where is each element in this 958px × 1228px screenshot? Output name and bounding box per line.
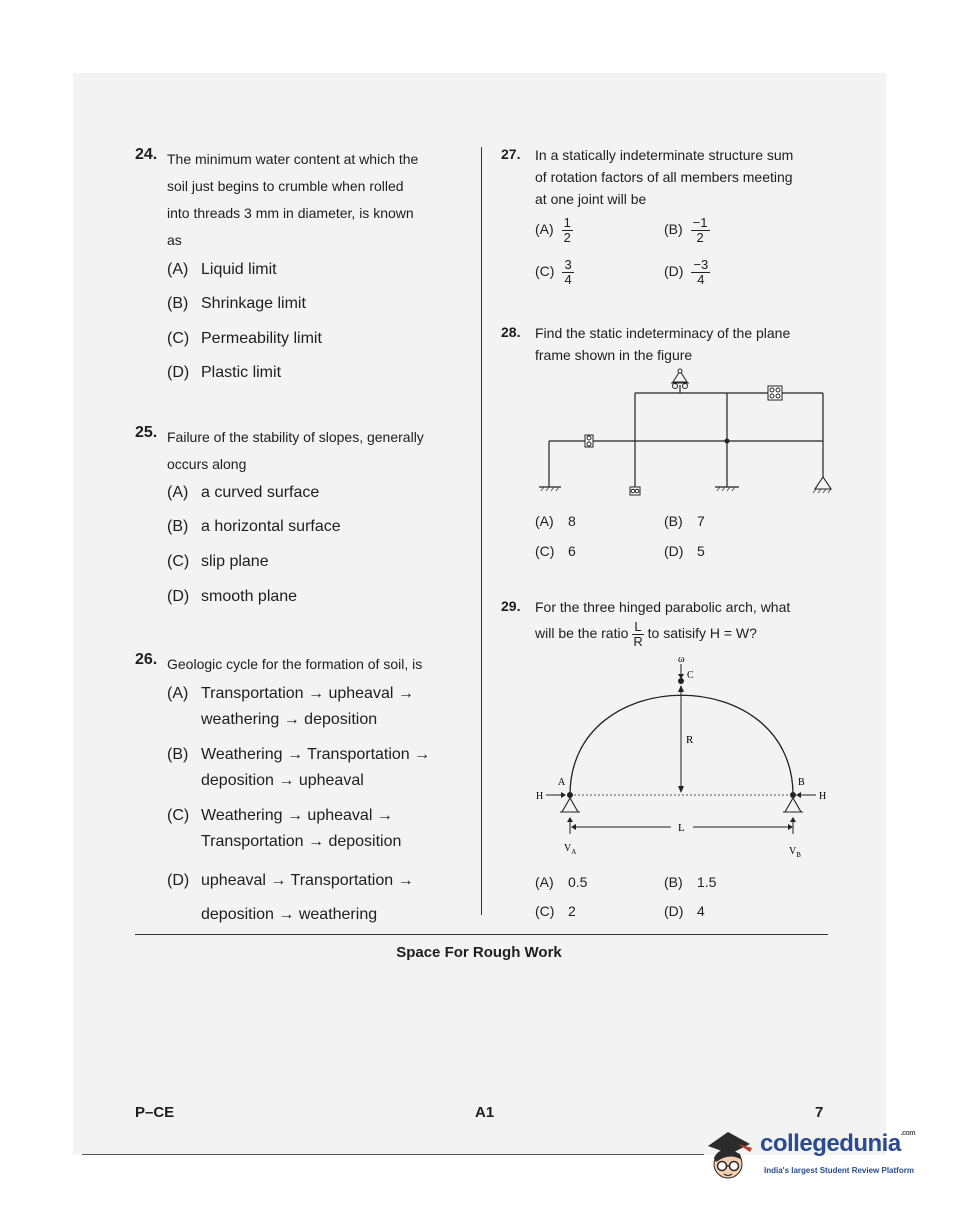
plane-frame-figure — [535, 365, 835, 500]
rigid-joint — [725, 439, 730, 444]
option-d[interactable]: (D) Plastic limit — [167, 364, 282, 381]
option-d[interactable]: (D) $\frac{-3}{4}$ — [664, 257, 709, 287]
option-a[interactable]: (A) Liquid limit — [167, 261, 277, 278]
thrust-left-label: H — [536, 791, 544, 802]
load-label: ω — [678, 654, 685, 665]
roller-support-icon — [630, 487, 640, 495]
question-number: 27. — [501, 146, 521, 162]
question-number: 28. — [501, 324, 521, 340]
mascot-icon — [700, 1124, 756, 1188]
column-divider — [481, 147, 482, 915]
question-number: 24. — [135, 146, 158, 163]
option-a[interactable]: (A) Transportation → upheaval → weathering → deposition — [167, 685, 414, 728]
option-a[interactable]: (A) $\frac{1}{2}$ — [535, 215, 571, 245]
thrust-right-label: H — [819, 791, 827, 802]
section-divider — [135, 934, 828, 935]
left-support-icon — [560, 798, 580, 812]
question-text: For the three hinged parabolic arch, what will be the ratio $\frac{L}{R}$ to satisify H = W? — [535, 599, 791, 649]
option-c[interactable]: (C) $\frac{3}{4}$ — [535, 257, 572, 287]
option-c[interactable]: (C) Weathering → upheaval → Transportation → deposition — [167, 807, 402, 850]
option-c[interactable]: (C) slip plane — [167, 553, 269, 570]
brand-tagline: India's largest Student Review Platform — [764, 1166, 914, 1175]
option-c[interactable]: (C) Permeability limit — [167, 330, 322, 347]
question-number: 25. — [135, 424, 158, 441]
collegedunia-logo — [700, 1122, 940, 1192]
page-number: 7 — [815, 1104, 824, 1121]
right-support-icon — [783, 798, 803, 812]
option-b[interactable]: (B) a horizontal surface — [167, 518, 341, 535]
option-a[interactable]: (A) 0.5 — [535, 874, 588, 890]
option-b[interactable]: (B) $\frac{-1}{2}$ — [664, 215, 708, 245]
question-text: In a statically indeterminate structure sum of rotation factors of all members meeting at one joint will be — [535, 147, 794, 207]
support-b-label: B — [798, 777, 805, 788]
paper-code: P–CE — [135, 1104, 175, 1121]
crown-label: C — [687, 670, 694, 681]
question-text: Failure of the stability of slopes, generally occurs along — [167, 429, 424, 472]
question-text: The minimum water content at which the soil just begins to crumble when rolled into threads 3 mm in diameter, is known as — [167, 151, 419, 248]
option-b[interactable]: (B) Shrinkage limit — [167, 295, 306, 312]
option-d[interactable]: (D) 4 — [664, 903, 705, 919]
option-b[interactable]: (B) Weathering → Transportation → deposition → upheaval — [167, 746, 431, 789]
option-b[interactable]: (B) 7 — [664, 513, 705, 529]
option-d[interactable]: (D) smooth plane — [167, 588, 298, 605]
option-d[interactable]: (D) 5 — [664, 543, 705, 559]
option-b[interactable]: (B) 1.5 — [664, 874, 717, 890]
question-number: 26. — [135, 651, 158, 668]
rough-work-heading: Space For Rough Work — [396, 944, 562, 961]
support-a-label: A — [558, 777, 566, 788]
internal-link-icon — [585, 386, 782, 447]
question-text: Find the static indeterminacy of the plane frame shown in the figure — [535, 325, 791, 363]
rise-label: R — [686, 734, 694, 746]
question-text: Geologic cycle for the formation of soil, is — [167, 656, 423, 672]
option-a[interactable]: (A) a curved surface — [167, 484, 320, 501]
reaction-b-label: $V_B$ — [789, 846, 801, 859]
option-d[interactable]: (D) upheaval → Transportation → deposition → weathering — [167, 872, 414, 923]
booklet-series: A1 — [475, 1104, 495, 1121]
option-c[interactable]: (C) 2 — [535, 903, 576, 919]
question-number: 29. — [501, 598, 521, 614]
pin-support-icon — [815, 477, 831, 489]
option-a[interactable]: (A) 8 — [535, 513, 576, 529]
bottom-rule — [82, 1154, 704, 1155]
brand-name: collegedunia$^{.com}$ — [760, 1130, 916, 1157]
option-c[interactable]: (C) 6 — [535, 543, 576, 559]
span-label: L — [678, 822, 685, 834]
three-hinged-arch-figure — [528, 652, 838, 862]
reaction-a-label: $V_A$ — [564, 843, 577, 856]
